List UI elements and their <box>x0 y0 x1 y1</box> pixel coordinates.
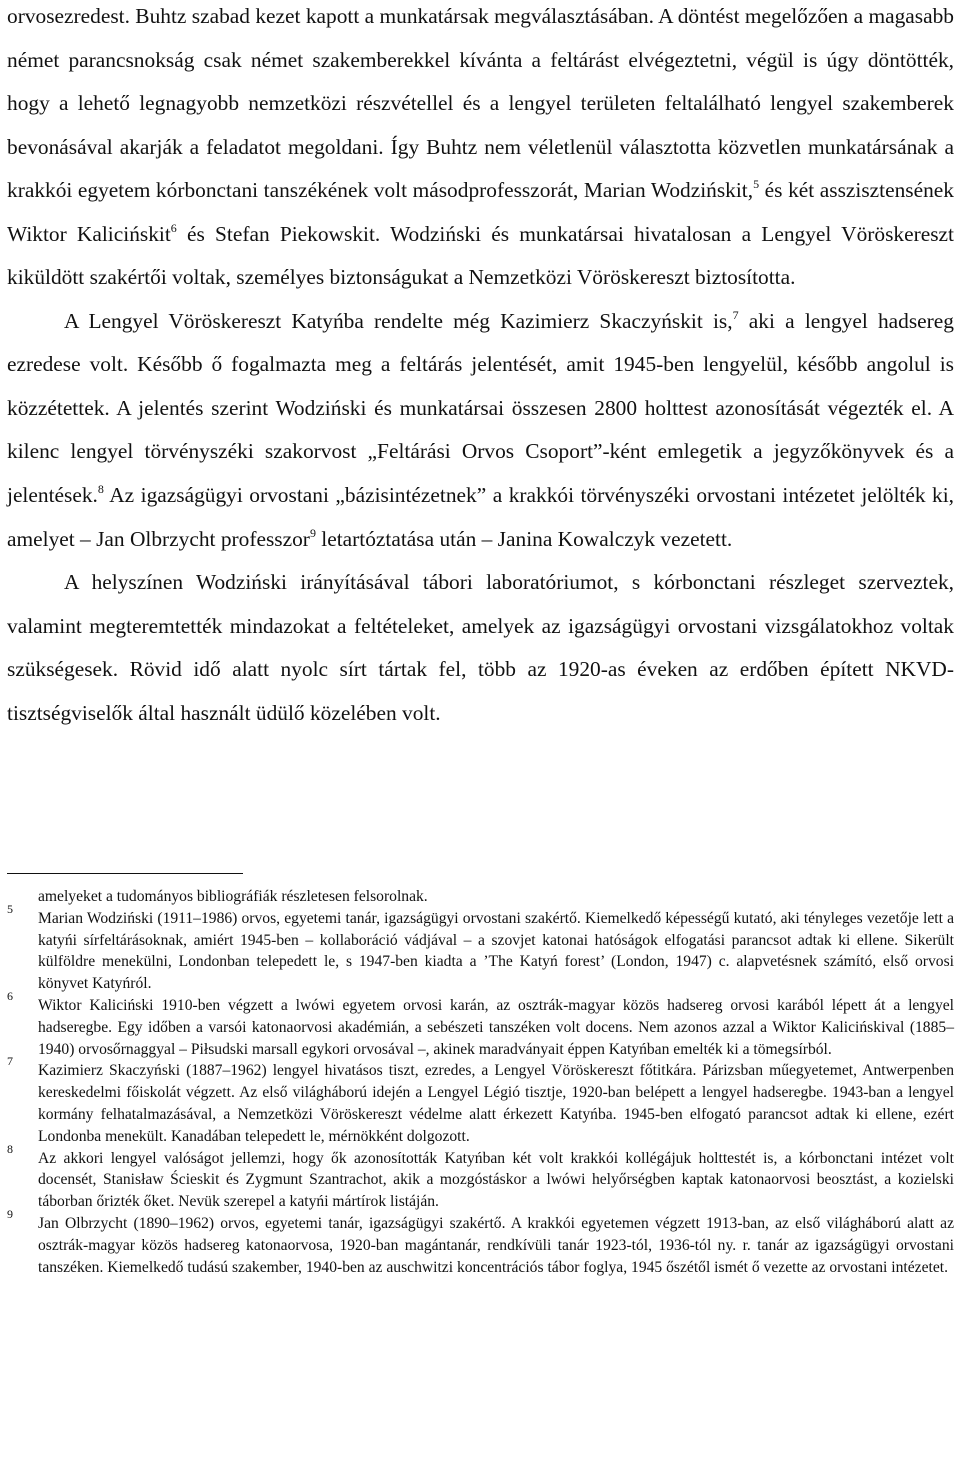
footnote-reference: 5 <box>753 177 760 192</box>
footnote <box>7 901 954 995</box>
footnote-number: 9 <box>7 1206 13 1221</box>
text-run: aki a lengyel hadsereg ezredese volt. Később ő fogalmazta meg a feltárás jelentését, amit 1945-ben lengyelül, később angolul is közzétettek. A jelentés szerint Wodziński és munkatársai összesen 2800 holttest azonosítását végezték el. A kilenc lengyel törvényszéki szakorvost „Feltárási Orvos Csoport”-ként emlegetik a jegyzőkönyvek és a jelentések. <box>7 308 954 508</box>
footnote <box>7 1141 954 1213</box>
footnote <box>7 988 954 1060</box>
text-run: A Lengyel Vöröskereszt Katyńba rendelte még Kazimierz Skaczyńskit is, <box>64 308 733 333</box>
footnote-number: 6 <box>7 988 13 1003</box>
footnote-reference: 6 <box>170 220 177 235</box>
footnotes <box>7 886 954 1278</box>
text-run: orvosezredest. Buhtz szabad kezet kapott a munkatársak megválasztásában. A döntést megelőzően a magasabb német parancsnokság csak német szakemberekkel kívánta a feltárást elvégeztetni, végül is úgy döntötték, hogy a lehető legnagyobb nemzetközi részvétellel és a lengyel területen feltalálható lengyel szakemberek bevonásával akarják a feladatot megoldani. Így Buhtz nem véletlenül választotta közvetlen munkatársának a krakkói egyetem kórbonctani tanszékének volt másodprofesszorát, Marian Wodzińskit, <box>7 4 954 203</box>
footnote-reference: 7 <box>732 307 739 322</box>
footnote-text: Jan Olbrzycht (1890–1962) orvos, egyetemi tanár, igazságügyi szakértő. A krakkói egyetemen végzett 1913-ban, az első világháború alatt az osztrák-magyar közös hadsereg katonaorvosa, 1920-ban magántanár, rendkívüli tanár 1923-tól, 1936-tól ny. r. tanár az igazságügyi orvostani tanszéken. Kiemelkedő tudású szakember, 1940-ben az auschwitzi koncentrációs tábor foglya, 1945 őszétől ismét ő vezette az orvostani intézetet. <box>38 1214 954 1276</box>
text-run: A helyszínen Wodziński irányításával tábori laboratóriumot, s kórbonctani részleget szerveztek, valamint megteremtették mindazokat a feltételeket, amelyek az igazságügyi orvostani vizsgálatokhoz voltak szükségesek. Rövid idő alatt nyolc sírt tártak fel, több az 1920-as éveken az erdőben épített NKVD-tisztségviselők által használt üdülő közelében volt. <box>7 570 954 725</box>
footnote <box>7 886 954 908</box>
body-text <box>7 0 954 735</box>
text-run: letartóztatása után – Janina Kowalczyk vezetett. <box>315 526 733 551</box>
text-run: és Stefan Piekowskit. Wodziński és munkatársai hivatalosan a Lengyel Vöröskereszt kiküldött szakértői voltak, személyes biztonságukat a Nemzetközi Vöröskereszt biztosította. <box>7 221 954 290</box>
footnote-text: Marian Wodziński (1911–1986) orvos, egyetemi tanár, igazságügyi orvostani szakértő. Kiemelkedő képességű kutató, aki tényleges vezetője lett a katyńi sírfeltárásoknak, amiért 1945-ben – kollaboráció vádjával – a szovjet katonai hatóságok elfogatási parancsot adtak ki ellene. Sikerült külföldre menekülni, Londonban telepedett le, s 1947-ben kiadta a ’The Katyń forest’ (London, 1947) c. alapvetésnek számító, első orvosi könyvet Katyńról. <box>38 909 954 993</box>
text-run: és két asszisztensének Wiktor Kalicińskit <box>7 178 954 246</box>
paragraph <box>7 561 954 735</box>
paragraph <box>7 300 954 561</box>
text-run: Az igazságügyi orvostani „bázisintézetnek” a krakkói törvényszéki orvostani intézetet jelölték ki, amelyet – Jan Olbrzycht professzor <box>7 483 954 551</box>
footnote-text: Az akkori lengyel valóságot jellemzi, hogy ők azonosították Katyńban két volt krakkói kollégájuk holttestét is, a kórbonctani intézet volt docensét, Stanisław Ścieskit és Zygmunt Szantrachot, akik a mozgóstáskor a lwówi helyőrségben kaptak katonaorvosi beosztást, a kozielski táborban őrizték őket. Nevük szerepel a katyńi mártírok listáján. <box>38 1149 954 1211</box>
footnote-number: 7 <box>7 1054 13 1069</box>
footnote-reference: 8 <box>97 482 104 497</box>
footnote-reference: 9 <box>309 525 316 540</box>
footnote-text: Kazimierz Skaczyński (1887–1962) lengyel hivatásos tiszt, ezredes, a Lengyel Vöröskereszt főtitkára. Párizsban műegyetemet, Antwerpenben kereskedelmi főiskolát végzett. Az első világháború idején a Lengyel Légió tisztje, 1920-ban belépett a lengyel hadseregbe. 1943-ban a lengyel kormány felhatalmazásával, a Nemzetközi Vöröskereszt védelme alatt érkezett Katyńba. 1945-ben elfogató parancsot adtak ki ellene, ezért Londonba menekült. Kanadában telepedett le, mérnökként dolgozott. <box>38 1062 954 1145</box>
paragraph <box>7 0 954 300</box>
footnote-number: 5 <box>7 901 13 916</box>
footnote <box>7 1206 954 1278</box>
footnote-separator <box>7 873 243 874</box>
footnote-text: amelyeket a tudományos bibliográfiák részletesen felsorolnak. <box>38 888 428 905</box>
footnote-text: Wiktor Kaliciński 1910-ben végzett a lwówi egyetem orvosi karán, az osztrák-magyar közös hadsereg orvosi karából lépett át a lengyel hadseregbe. Egy időben a varsói katonaorvosi akadémián, a sebészeti tanszéken volt docens. Nem azonos azzal a Wiktor Kalicińskival (1885–1940) orvosőrnaggyal – Piłsudski marsall egykori orvosával –, akinek maradványait éppen Katyńban emelték ki a tömegsírból. <box>38 996 954 1058</box>
footnote <box>7 1054 954 1147</box>
footnote-number: 8 <box>7 1141 13 1156</box>
